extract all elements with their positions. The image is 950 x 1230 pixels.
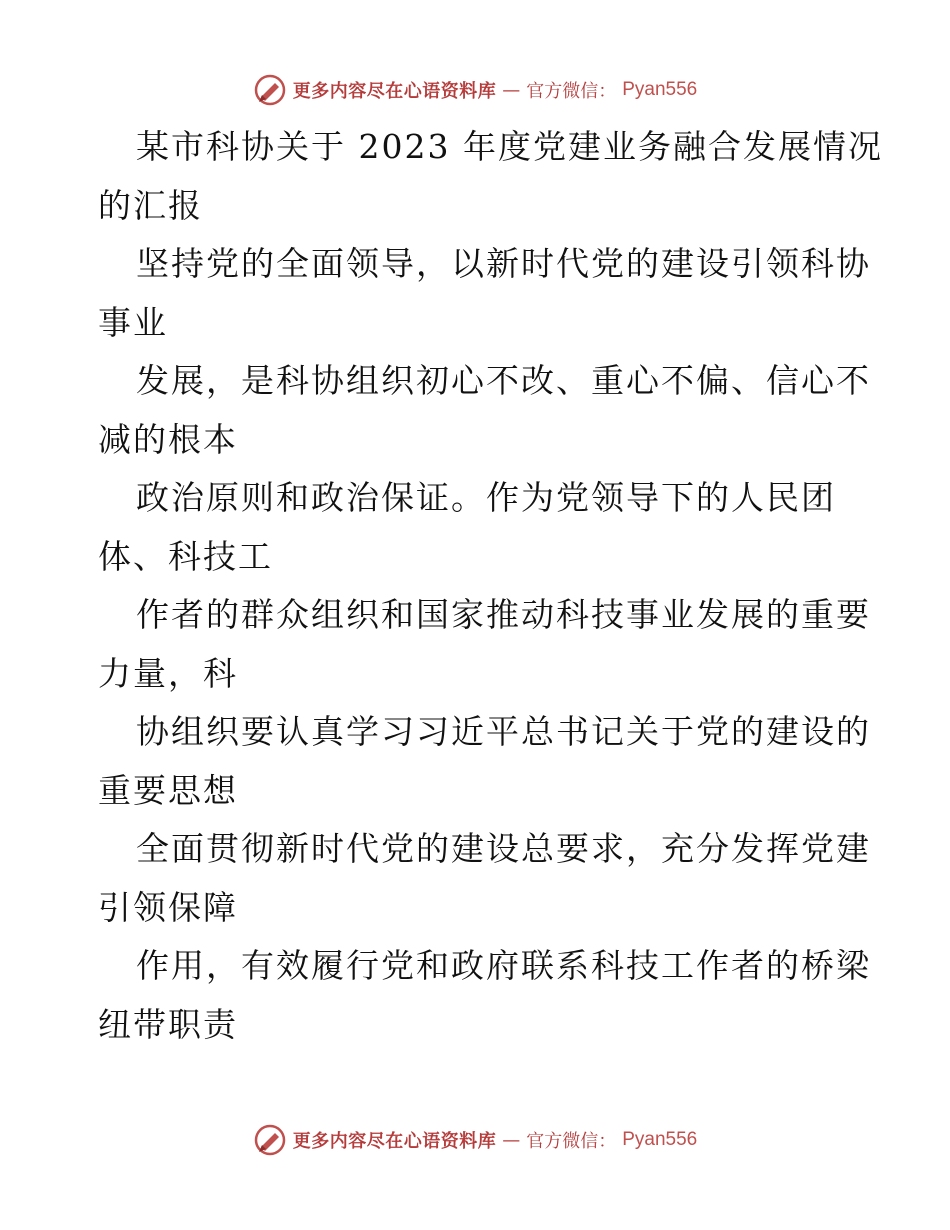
line-1-first: 某市科协关于 2023 年度党建业务融合发展情况 [136, 127, 883, 166]
line-1-rest: 的汇报 [98, 185, 203, 225]
line-2-rest: 事业 [98, 302, 168, 342]
pen-logo-icon [253, 1123, 287, 1157]
header-contact-id: Pyan556 [622, 79, 698, 100]
line-4-rest: 体、科技工 [98, 536, 273, 576]
document-body [98, 118, 883, 1054]
header-dash: — [502, 79, 521, 101]
header-banner [0, 70, 950, 110]
line-5-first: 作者的群众组织和国家推动科技事业发展的重要 [136, 595, 871, 634]
footer-contact-id: Pyan556 [622, 1129, 698, 1150]
line-2-first: 坚持党的全面领导，以新时代党的建设引领科协 [136, 244, 871, 283]
line-5-rest: 力量，科 [98, 653, 238, 693]
header-contact-label: 官方微信： [526, 81, 617, 102]
line-7-rest: 引领保障 [98, 887, 238, 927]
line-8-first: 作用，有效履行党和政府联系科技工作者的桥梁 [136, 946, 871, 985]
line-8-rest: 纽带职责 [98, 1004, 238, 1044]
line-6-first: 协组织要认真学习习近平总书记关于党的建设的 [136, 712, 871, 751]
header-brand-text: 更多内容尽在心语资料库 [292, 81, 497, 102]
footer-brand-text: 更多内容尽在心语资料库 [292, 1131, 497, 1152]
line-7-first: 全面贯彻新时代党的建设总要求，充分发挥党建 [136, 829, 871, 868]
footer-dash: — [502, 1129, 521, 1151]
pen-logo-icon [253, 73, 287, 107]
footer-contact-label: 官方微信： [526, 1131, 617, 1152]
line-4-first: 政治原则和政治保证。作为党领导下的人民团 [136, 478, 836, 517]
footer-banner [0, 1120, 950, 1160]
line-6-rest: 重要思想 [98, 770, 238, 810]
line-3-first: 发展，是科协组织初心不改、重心不偏、信心不 [136, 361, 871, 400]
line-3-rest: 减的根本 [98, 419, 238, 459]
